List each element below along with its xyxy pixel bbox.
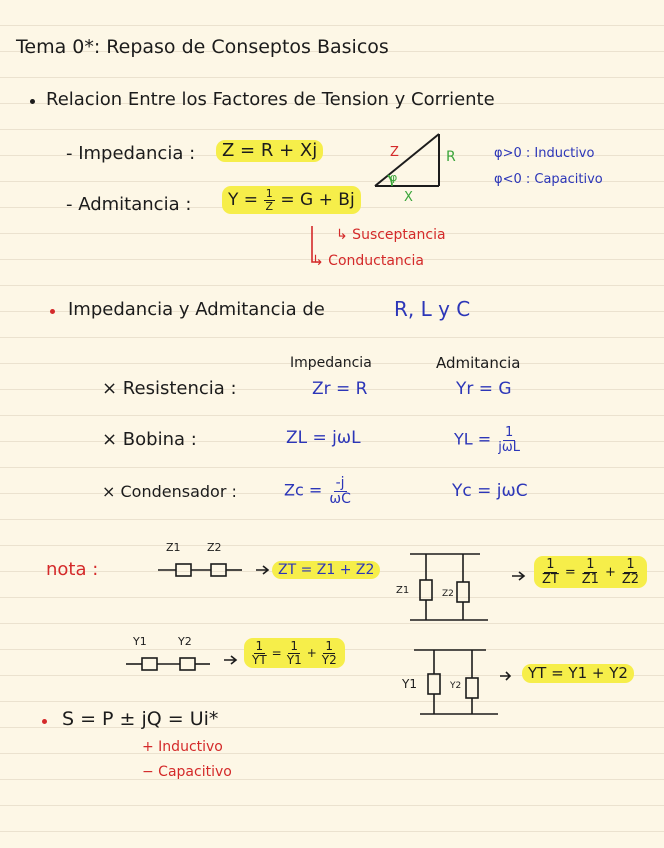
triangle-hyp-label: Z xyxy=(390,145,399,160)
series-z-label-1: Z1 xyxy=(166,541,181,554)
inductive-note: φ>0 : Inductivo xyxy=(494,146,595,161)
conductance-label: ↳ Conductancia xyxy=(312,253,424,269)
parallel-y-result: YT = Y1 + Y2 xyxy=(522,664,634,683)
capacitive-note: φ<0 : Capacitivo xyxy=(494,172,603,187)
series-y-label-1: Y1 xyxy=(133,635,147,648)
series-y-result: $\frac{1}{YT}$ = $\frac{1}{Y1}$ + $\frac{1}{Y2}$ xyxy=(244,638,345,668)
bullet xyxy=(42,719,47,724)
section1-heading: Relacion Entre los Factores de Tension y Corriente xyxy=(46,89,495,110)
series-admittance-diagram xyxy=(126,656,236,670)
admittance-formula: Y = $\frac{1}{Z}$ = G + Bj xyxy=(222,186,361,214)
row-resistencia-y: Yr = G xyxy=(456,379,512,399)
parallel-impedance-diagram xyxy=(410,554,524,620)
admittance-label: - Admitancia : xyxy=(66,194,192,215)
row-label-bobina: × Bobina : xyxy=(102,429,197,450)
power-minus-note: − Capacitivo xyxy=(142,764,232,780)
row-label-resistencia: × Resistencia : xyxy=(102,378,237,399)
row-condensador-y: Yc = jωC xyxy=(452,481,528,501)
series-y-label-2: Y2 xyxy=(178,635,192,648)
parallel-y-label-1: Y1 xyxy=(402,677,417,691)
col-admittance-header: Admitancia xyxy=(436,354,521,372)
parallel-z-label-2: Z2 xyxy=(442,589,454,599)
parallel-z-result: $\frac{1}{ZT}$ = $\frac{1}{Z1}$ + $\frac{1}{Z2}$ xyxy=(534,556,647,588)
section2-heading: Impedancia y Admitancia de xyxy=(68,299,325,320)
impedance-formula: Z = R + Xj xyxy=(216,140,323,162)
row-resistencia-z: Zr = R xyxy=(312,379,368,399)
row-bobina-y: YL = $\frac{1}{\text{jωL}}$ xyxy=(454,425,521,455)
page-title: Tema 0*: Repaso de Conseptos Basicos xyxy=(16,36,389,58)
triangle-vertical-label: R xyxy=(446,149,456,165)
row-bobina-z: ZL = jωL xyxy=(286,428,361,448)
susceptance-label: ↳ Susceptancia xyxy=(336,227,446,243)
series-z-result: ZT = Z1 + Z2 xyxy=(272,561,380,579)
row-label-condensador: × Condensador : xyxy=(102,482,237,501)
parallel-z-label-1: Z1 xyxy=(396,585,410,596)
triangle-angle-label: φ xyxy=(390,171,398,184)
section2-heading-elements: R, L y C xyxy=(394,297,471,321)
triangle-horizontal-label: X xyxy=(404,190,413,205)
col-impedance-header: Impedancia xyxy=(290,355,372,371)
series-z-label-2: Z2 xyxy=(207,541,222,554)
power-plus-note: + Inductivo xyxy=(142,739,223,755)
impedance-label: - Impedancia : xyxy=(66,143,196,164)
parallel-y-label-2: Y2 xyxy=(450,681,462,691)
nota-label: nota : xyxy=(46,559,99,580)
series-impedance-diagram xyxy=(158,564,268,576)
parallel-admittance-diagram xyxy=(414,650,510,714)
row-condensador-z: Zc = $\frac{-j}{\omega C}$ xyxy=(284,475,351,507)
power-formula: S = P ± jQ = Ui* xyxy=(62,708,219,730)
